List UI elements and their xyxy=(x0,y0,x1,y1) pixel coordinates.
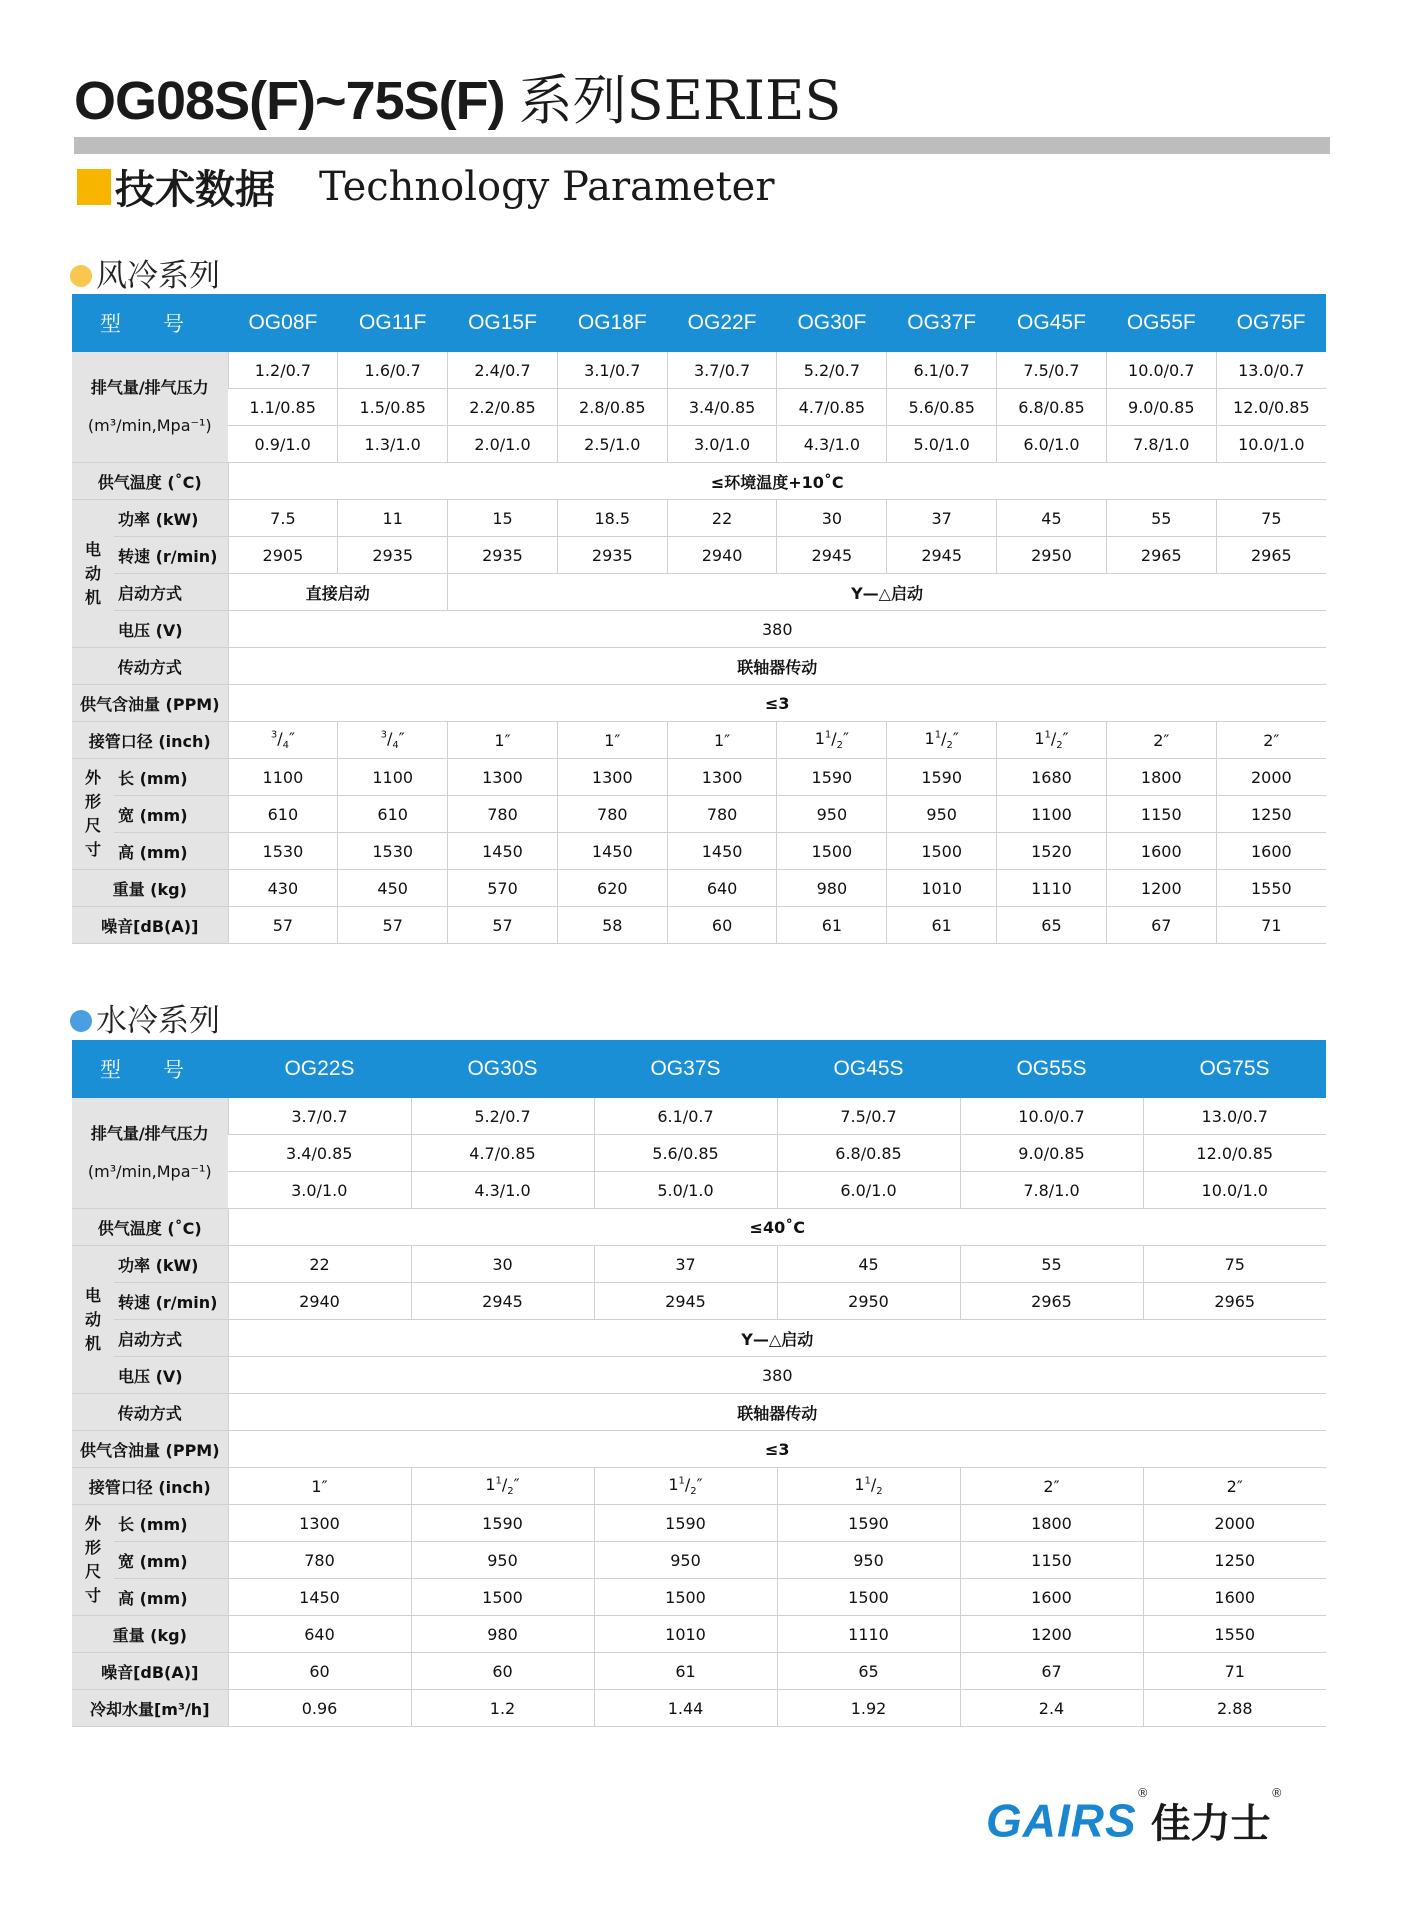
height-value: 1450 xyxy=(667,833,777,870)
length-value: 1590 xyxy=(777,1505,960,1542)
dimension-group-label: 外 形 尺 寸 xyxy=(72,1505,114,1616)
length-value: 1590 xyxy=(887,759,997,796)
noise-value: 58 xyxy=(557,907,667,944)
model-header-label: 型 号 xyxy=(72,294,228,352)
height-value: 1500 xyxy=(594,1579,777,1616)
model-header: OG30F xyxy=(777,294,887,352)
flow-value: 9.0/0.85 xyxy=(1106,389,1216,426)
pipe-size-label: 接管口径 (inch) xyxy=(72,1468,228,1505)
flow-value: 12.0/0.85 xyxy=(1216,389,1326,426)
flow-value: 3.1/0.7 xyxy=(557,352,667,389)
start-mode-label: 启动方式 xyxy=(114,1320,228,1357)
flow-value: 7.8/1.0 xyxy=(1106,426,1216,463)
flow-value: 3.4/0.85 xyxy=(667,389,777,426)
flow-value: 5.0/1.0 xyxy=(887,426,997,463)
flow-value: 3.0/1.0 xyxy=(228,1172,411,1209)
flow-value: 1.1/0.85 xyxy=(228,389,338,426)
logo-reg-mark: ® xyxy=(1136,1786,1149,1800)
water-cooled-spec-table xyxy=(72,1040,1326,1727)
speed-value: 2965 xyxy=(1216,537,1326,574)
start-yd-value: Y—△启动 xyxy=(448,574,1326,611)
model-header: OG15F xyxy=(448,294,558,352)
power-value: 22 xyxy=(667,500,777,537)
speed-label: 转速 (r/min) xyxy=(114,537,228,574)
power-value: 55 xyxy=(1106,500,1216,537)
flow-value: 5.0/1.0 xyxy=(594,1172,777,1209)
weight-value: 1550 xyxy=(1216,870,1326,907)
model-header: OG37F xyxy=(887,294,997,352)
noise-value: 71 xyxy=(1216,907,1326,944)
model-header: OG45F xyxy=(997,294,1107,352)
height-value: 1450 xyxy=(228,1579,411,1616)
pipe-size-value: 1″ xyxy=(557,722,667,759)
drive-value: 联轴器传动 xyxy=(228,1394,1326,1431)
height-value: 1500 xyxy=(777,1579,960,1616)
power-value: 15 xyxy=(448,500,558,537)
water-series-heading xyxy=(70,995,220,1040)
speed-value: 2905 xyxy=(228,537,338,574)
flow-value: 10.0/0.7 xyxy=(960,1098,1143,1135)
width-value: 610 xyxy=(228,796,338,833)
power-value: 45 xyxy=(997,500,1107,537)
flow-value: 3.7/0.7 xyxy=(667,352,777,389)
supply-temp-value: ≤40˚C xyxy=(228,1209,1326,1246)
oil-content-value: ≤3 xyxy=(228,685,1326,722)
speed-value: 2950 xyxy=(777,1283,960,1320)
supply-temp-label: 供气温度 (˚C) xyxy=(72,463,228,500)
flow-value: 2.5/1.0 xyxy=(557,426,667,463)
pipe-size-value: 2″ xyxy=(1106,722,1216,759)
power-value: 11 xyxy=(338,500,448,537)
model-header: OG75F xyxy=(1216,294,1326,352)
weight-value: 430 xyxy=(228,870,338,907)
weight-value: 980 xyxy=(777,870,887,907)
length-value: 1800 xyxy=(1106,759,1216,796)
noise-label: 噪音[dB(A)] xyxy=(72,1653,228,1690)
flow-value: 5.6/0.85 xyxy=(594,1135,777,1172)
height-label: 高 (mm) xyxy=(114,1579,228,1616)
weight-value: 450 xyxy=(338,870,448,907)
title-series: 系列SERIES xyxy=(518,69,842,132)
length-value: 2000 xyxy=(1143,1505,1326,1542)
width-value: 1100 xyxy=(997,796,1107,833)
length-value: 1300 xyxy=(667,759,777,796)
height-value: 1500 xyxy=(887,833,997,870)
logo-en: GAIRS xyxy=(986,1794,1137,1847)
width-value: 950 xyxy=(777,1542,960,1579)
pipe-size-value: 2″ xyxy=(1216,722,1326,759)
flow-label-line2: (m³/min,Mpa⁻¹) xyxy=(87,416,212,435)
model-header: OG30S xyxy=(411,1040,594,1098)
blue-dot-icon xyxy=(70,1010,92,1032)
length-value: 1100 xyxy=(228,759,338,796)
length-value: 1590 xyxy=(594,1505,777,1542)
drive-label: 传动方式 xyxy=(72,1394,228,1431)
cooling-water-value: 2.88 xyxy=(1143,1690,1326,1727)
flow-value: 7.5/0.7 xyxy=(997,352,1107,389)
flow-value: 10.0/1.0 xyxy=(1143,1172,1326,1209)
noise-value: 65 xyxy=(777,1653,960,1690)
flow-value: 6.8/0.85 xyxy=(997,389,1107,426)
width-value: 780 xyxy=(557,796,667,833)
pipe-size-value: 1″ xyxy=(228,1468,411,1505)
air-series-heading xyxy=(70,250,220,295)
weight-label: 重量 (kg) xyxy=(72,870,228,907)
yellow-dot-icon xyxy=(70,265,92,287)
width-label: 宽 (mm) xyxy=(114,796,228,833)
noise-value: 60 xyxy=(228,1653,411,1690)
flow-value: 6.0/1.0 xyxy=(997,426,1107,463)
height-value: 1600 xyxy=(1216,833,1326,870)
pipe-size-value: $^3/_4''$ xyxy=(338,722,448,759)
flow-value: 5.6/0.85 xyxy=(887,389,997,426)
pipe-size-value: 2″ xyxy=(1143,1468,1326,1505)
model-header: OG22F xyxy=(667,294,777,352)
drive-label: 传动方式 xyxy=(72,648,228,685)
pipe-size-value: $1^1/_2''$ xyxy=(777,722,887,759)
width-value: 1250 xyxy=(1216,796,1326,833)
width-value: 1150 xyxy=(1106,796,1216,833)
flow-value: 7.5/0.7 xyxy=(777,1098,960,1135)
width-value: 950 xyxy=(887,796,997,833)
height-value: 1600 xyxy=(1143,1579,1326,1616)
model-header-label: 型 号 xyxy=(72,1040,228,1098)
flow-value: 7.8/1.0 xyxy=(960,1172,1143,1209)
voltage-label: 电压 (V) xyxy=(114,611,228,648)
speed-value: 2940 xyxy=(228,1283,411,1320)
oil-content-value: ≤3 xyxy=(228,1431,1326,1468)
speed-value: 2950 xyxy=(997,537,1107,574)
speed-value: 2945 xyxy=(594,1283,777,1320)
weight-value: 620 xyxy=(557,870,667,907)
flow-value: 13.0/0.7 xyxy=(1143,1098,1326,1135)
logo-reg-mark-2: ® xyxy=(1270,1786,1283,1800)
model-header: OG18F xyxy=(557,294,667,352)
flow-value: 5.2/0.7 xyxy=(411,1098,594,1135)
noise-value: 60 xyxy=(667,907,777,944)
width-value: 950 xyxy=(411,1542,594,1579)
speed-value: 2965 xyxy=(1143,1283,1326,1320)
width-value: 780 xyxy=(448,796,558,833)
pipe-size-value: $1^1/_2''$ xyxy=(997,722,1107,759)
oil-content-label: 供气含油量 (PPM) xyxy=(72,685,228,722)
power-value: 75 xyxy=(1216,500,1326,537)
power-label: 功率 (kW) xyxy=(114,500,228,537)
pipe-size-value: $^3/_4''$ xyxy=(228,722,338,759)
flow-value: 6.0/1.0 xyxy=(777,1172,960,1209)
power-value: 55 xyxy=(960,1246,1143,1283)
drive-value: 联轴器传动 xyxy=(228,648,1326,685)
flow-value: 4.3/1.0 xyxy=(411,1172,594,1209)
flow-label-line2: (m³/min,Mpa⁻¹) xyxy=(87,1162,212,1181)
noise-value: 57 xyxy=(228,907,338,944)
weight-value: 1010 xyxy=(594,1616,777,1653)
weight-label: 重量 (kg) xyxy=(72,1616,228,1653)
height-label: 高 (mm) xyxy=(114,833,228,870)
power-value: 45 xyxy=(777,1246,960,1283)
flow-value: 10.0/1.0 xyxy=(1216,426,1326,463)
height-value: 1500 xyxy=(777,833,887,870)
start-direct-value: 直接启动 xyxy=(228,574,448,611)
height-value: 1450 xyxy=(448,833,558,870)
weight-value: 1110 xyxy=(777,1616,960,1653)
width-value: 950 xyxy=(594,1542,777,1579)
pipe-size-value: 2″ xyxy=(960,1468,1143,1505)
weight-value: 1110 xyxy=(997,870,1107,907)
gairs-logo xyxy=(986,1786,1283,1852)
speed-value: 2945 xyxy=(411,1283,594,1320)
voltage-value: 380 xyxy=(228,1357,1326,1394)
length-value: 1590 xyxy=(777,759,887,796)
pipe-size-label: 接管口径 (inch) xyxy=(72,722,228,759)
flow-value: 1.2/0.7 xyxy=(228,352,338,389)
speed-value: 2940 xyxy=(667,537,777,574)
width-value: 1150 xyxy=(960,1542,1143,1579)
flow-value: 1.3/1.0 xyxy=(338,426,448,463)
oil-content-label: 供气含油量 (PPM) xyxy=(72,1431,228,1468)
flow-value: 2.2/0.85 xyxy=(448,389,558,426)
length-value: 1680 xyxy=(997,759,1107,796)
length-value: 1800 xyxy=(960,1505,1143,1542)
weight-value: 980 xyxy=(411,1616,594,1653)
noise-value: 61 xyxy=(777,907,887,944)
flow-pressure-label xyxy=(72,352,228,463)
noise-value: 61 xyxy=(887,907,997,944)
noise-value: 57 xyxy=(448,907,558,944)
height-value: 1520 xyxy=(997,833,1107,870)
flow-value: 12.0/0.85 xyxy=(1143,1135,1326,1172)
speed-value: 2945 xyxy=(887,537,997,574)
model-header: OG55S xyxy=(960,1040,1143,1098)
noise-value: 71 xyxy=(1143,1653,1326,1690)
flow-label-line1: 排气量/排气压力 xyxy=(90,1124,209,1143)
section-header xyxy=(77,158,775,213)
cooling-water-value: 1.2 xyxy=(411,1690,594,1727)
height-value: 1600 xyxy=(960,1579,1143,1616)
section-title-en: Technology Parameter xyxy=(319,163,775,210)
power-value: 30 xyxy=(777,500,887,537)
width-value: 780 xyxy=(667,796,777,833)
supply-temp-value: ≤环境温度+10˚C xyxy=(228,463,1326,500)
height-value: 1530 xyxy=(228,833,338,870)
dimension-group-label: 外 形 尺 寸 xyxy=(72,759,114,870)
start-yd-value: Y—△启动 xyxy=(228,1320,1326,1357)
flow-value: 2.4/0.7 xyxy=(448,352,558,389)
logo-cn: 佳力士 xyxy=(1150,1801,1271,1847)
power-value: 30 xyxy=(411,1246,594,1283)
flow-value: 10.0/0.7 xyxy=(1106,352,1216,389)
width-value: 610 xyxy=(338,796,448,833)
height-value: 1450 xyxy=(557,833,667,870)
length-value: 1300 xyxy=(448,759,558,796)
flow-value: 6.8/0.85 xyxy=(777,1135,960,1172)
model-header: OG55F xyxy=(1106,294,1216,352)
page-title xyxy=(74,58,842,132)
noise-value: 65 xyxy=(997,907,1107,944)
flow-value: 0.9/1.0 xyxy=(228,426,338,463)
noise-value: 60 xyxy=(411,1653,594,1690)
speed-label: 转速 (r/min) xyxy=(114,1283,228,1320)
speed-value: 2935 xyxy=(557,537,667,574)
power-value: 7.5 xyxy=(228,500,338,537)
flow-value: 1.5/0.85 xyxy=(338,389,448,426)
flow-value: 1.6/0.7 xyxy=(338,352,448,389)
noise-value: 57 xyxy=(338,907,448,944)
width-value: 780 xyxy=(228,1542,411,1579)
noise-label: 噪音[dB(A)] xyxy=(72,907,228,944)
flow-label-line1: 排气量/排气压力 xyxy=(90,378,209,397)
start-mode-label: 启动方式 xyxy=(114,574,228,611)
weight-value: 570 xyxy=(448,870,558,907)
speed-value: 2935 xyxy=(448,537,558,574)
cooling-water-value: 2.4 xyxy=(960,1690,1143,1727)
length-label: 长 (mm) xyxy=(114,759,228,796)
weight-value: 640 xyxy=(667,870,777,907)
speed-value: 2965 xyxy=(960,1283,1143,1320)
voltage-value: 380 xyxy=(228,611,1326,648)
pipe-size-value: $1^1/_2$ xyxy=(777,1468,960,1505)
height-value: 1500 xyxy=(411,1579,594,1616)
flow-value: 5.2/0.7 xyxy=(777,352,887,389)
flow-value: 6.1/0.7 xyxy=(887,352,997,389)
motor-group-label: 电 动 机 xyxy=(72,500,114,648)
speed-value: 2965 xyxy=(1106,537,1216,574)
flow-value: 4.7/0.85 xyxy=(777,389,887,426)
height-value: 1600 xyxy=(1106,833,1216,870)
power-value: 75 xyxy=(1143,1246,1326,1283)
model-header: OG11F xyxy=(338,294,448,352)
flow-value: 6.1/0.7 xyxy=(594,1098,777,1135)
water-series-label: 水冷系列 xyxy=(96,1003,220,1039)
length-value: 1300 xyxy=(228,1505,411,1542)
length-value: 1590 xyxy=(411,1505,594,1542)
speed-value: 2945 xyxy=(777,537,887,574)
model-header: OG45S xyxy=(777,1040,960,1098)
pipe-size-value: $1^1/_2''$ xyxy=(411,1468,594,1505)
motor-group-label: 电 动 机 xyxy=(72,1246,114,1394)
pipe-size-value: 1″ xyxy=(667,722,777,759)
power-value: 37 xyxy=(594,1246,777,1283)
voltage-label: 电压 (V) xyxy=(114,1357,228,1394)
flow-value: 3.0/1.0 xyxy=(667,426,777,463)
flow-value: 9.0/0.85 xyxy=(960,1135,1143,1172)
air-cooled-spec-table xyxy=(72,294,1326,944)
flow-value: 3.4/0.85 xyxy=(228,1135,411,1172)
width-label: 宽 (mm) xyxy=(114,1542,228,1579)
weight-value: 640 xyxy=(228,1616,411,1653)
pipe-size-value: $1^1/_2''$ xyxy=(594,1468,777,1505)
air-series-label: 风冷系列 xyxy=(96,258,220,294)
flow-value: 3.7/0.7 xyxy=(228,1098,411,1135)
model-header: OG08F xyxy=(228,294,338,352)
model-header: OG37S xyxy=(594,1040,777,1098)
length-value: 2000 xyxy=(1216,759,1326,796)
width-value: 1250 xyxy=(1143,1542,1326,1579)
noise-value: 61 xyxy=(594,1653,777,1690)
length-value: 1300 xyxy=(557,759,667,796)
power-label: 功率 (kW) xyxy=(114,1246,228,1283)
flow-value: 2.0/1.0 xyxy=(448,426,558,463)
flow-value: 13.0/0.7 xyxy=(1216,352,1326,389)
flow-value: 2.8/0.85 xyxy=(557,389,667,426)
weight-value: 1010 xyxy=(887,870,997,907)
supply-temp-label: 供气温度 (˚C) xyxy=(72,1209,228,1246)
noise-value: 67 xyxy=(960,1653,1143,1690)
model-header: OG75S xyxy=(1143,1040,1326,1098)
length-value: 1100 xyxy=(338,759,448,796)
pipe-size-value: 1″ xyxy=(448,722,558,759)
speed-value: 2935 xyxy=(338,537,448,574)
cooling-water-value: 1.44 xyxy=(594,1690,777,1727)
weight-value: 1550 xyxy=(1143,1616,1326,1653)
title-model: OG08S(F)~75S(F) xyxy=(74,71,505,131)
width-value: 950 xyxy=(777,796,887,833)
section-title-cn: 技术数据 xyxy=(115,167,275,213)
power-value: 37 xyxy=(887,500,997,537)
weight-value: 1200 xyxy=(1106,870,1216,907)
cooling-water-value: 0.96 xyxy=(228,1690,411,1727)
flow-pressure-label xyxy=(72,1098,228,1209)
gray-divider xyxy=(74,137,1330,154)
height-value: 1530 xyxy=(338,833,448,870)
power-value: 18.5 xyxy=(557,500,667,537)
model-header: OG22S xyxy=(228,1040,411,1098)
yellow-square-icon xyxy=(77,169,111,205)
pipe-size-value: $1^1/_2''$ xyxy=(887,722,997,759)
length-label: 长 (mm) xyxy=(114,1505,228,1542)
weight-value: 1200 xyxy=(960,1616,1143,1653)
flow-value: 4.3/1.0 xyxy=(777,426,887,463)
flow-value: 4.7/0.85 xyxy=(411,1135,594,1172)
noise-value: 67 xyxy=(1106,907,1216,944)
power-value: 22 xyxy=(228,1246,411,1283)
cooling-water-label: 冷却水量[m³/h] xyxy=(72,1690,228,1727)
cooling-water-value: 1.92 xyxy=(777,1690,960,1727)
